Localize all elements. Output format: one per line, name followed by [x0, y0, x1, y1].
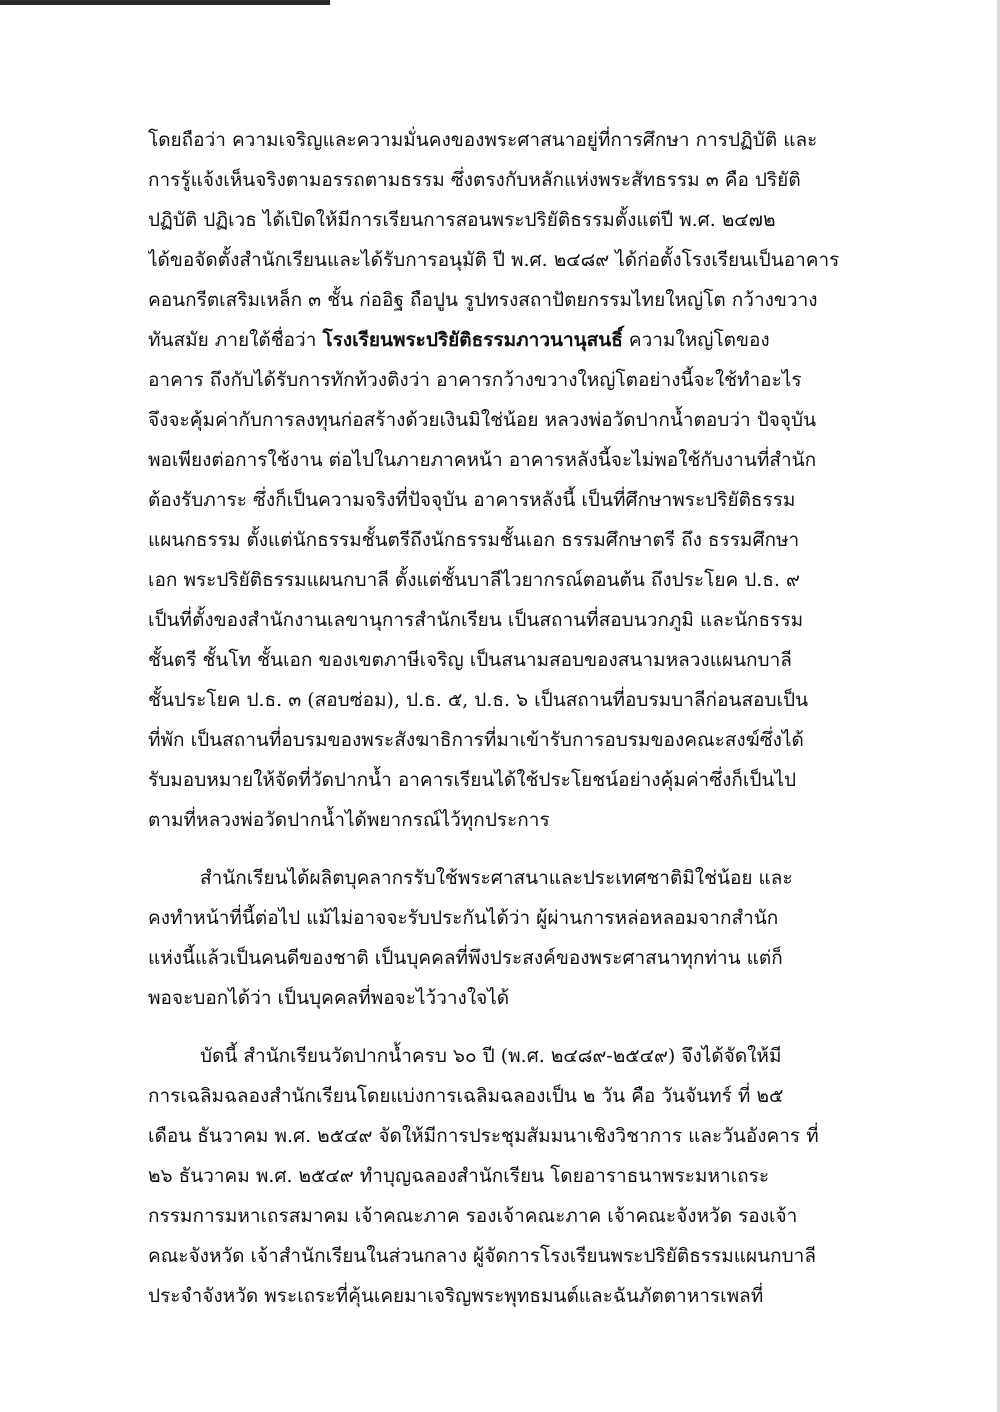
text-line: โดยถือว่า ความเจริญและความมั่นคงของพระศาสนาอยู่ที่การศึกษา การปฏิบัติ และ: [148, 129, 818, 151]
document-body: [148, 120, 848, 1316]
text-line: แห่งนี้แล้วเป็นคนดีของชาติ เป็นบุคคลที่พึงประสงค์ของพระศาสนาทุกท่าน แต่ก็: [148, 947, 783, 969]
paragraph-3: [148, 1036, 848, 1316]
paragraph-spacer: [148, 1018, 848, 1036]
text-line: แผนกธรรม ตั้งแต่นักธรรมชั้นตรีถึงนักธรรมชั้นเอก ธรรมศึกษาตรี ถึง ธรรมศึกษา: [148, 529, 800, 551]
paragraph-1: [148, 120, 848, 840]
text-run: ทันสมัย ภายใต้ชื่อว่า: [148, 329, 323, 351]
text-line: คงทำหน้าที่นี้ต่อไป แม้ไม่อาจจะรับประกันได้ว่า ผู้ผ่านการหล่อหลอมจากสำนัก: [148, 907, 779, 929]
text-line: ๒๖ ธันวาคม พ.ศ. ๒๕๔๙ ทำบุญฉลองสำนักเรียน โดยอาราธนาพระมหาเถระ: [148, 1165, 770, 1187]
school-name: โรงเรียนพระปริยัติธรรมภาวนานุสนธิ์: [322, 329, 623, 351]
text-line: ชั้นประโยค ป.ธ. ๓ (สอบซ่อม), ป.ธ. ๕, ป.ธ. ๖ เป็นสถานที่อบรมบาลีก่อนสอบเป็น: [148, 689, 809, 711]
paragraph-2: [148, 858, 848, 1018]
text-line: กรรมการมหาเถรสมาคม เจ้าคณะภาค รองเจ้าคณะภาค เจ้าคณะจังหวัด รองเจ้า: [148, 1205, 798, 1227]
text-line: พอจะบอกได้ว่า เป็นบุคคลที่พอจะไว้วางใจได้: [148, 987, 510, 1009]
text-run: ความใหญ่โตของ: [622, 329, 770, 351]
scan-edge-mark: [0, 0, 330, 5]
paragraph-spacer: [148, 840, 848, 858]
text-line: การเฉลิมฉลองสำนักเรียนโดยแบ่งการเฉลิมฉลองเป็น ๒ วัน คือ วันจันทร์ ที่ ๒๕: [148, 1085, 784, 1107]
text-line: รับมอบหมายให้จัดที่วัดปากน้ำ อาคารเรียนได้ใช้ประโยชน์อย่างคุ้มค่าซึ่งก็เป็นไป: [148, 769, 797, 791]
text-line: ที่พัก เป็นสถานที่อบรมของพระสังฆาธิการที่มาเข้ารับการอบรมของคณะสงฆ์ซึ่งได้: [148, 729, 804, 751]
text-line: ปฏิบัติ ปฏิเวธ ได้เปิดให้มีการเรียนการสอนพระปริยัติธรรมตั้งแต่ปี พ.ศ. ๒๔๗๒: [148, 209, 776, 231]
text-line: ประจำจังหวัด พระเถระที่คุ้นเคยมาเจริญพระพุทธมนต์และฉันภัตตาหารเพลที่: [148, 1285, 764, 1307]
text-line: อาคาร ถึงกับได้รับการทักท้วงติงว่า อาคารกว้างขวางใหญ่โตอย่างนี้จะใช้ทำอะไร: [148, 369, 802, 391]
text-line: สำนักเรียนได้ผลิตบุคลากรรับใช้พระศาสนาและประเทศชาติมิใช่น้อย และ: [200, 867, 793, 889]
text-line: คอนกรีตเสริมเหล็ก ๓ ชั้น ก่ออิฐ ถือปูน รูปทรงสถาปัตยกรรมไทยใหญ่โต กว้างขวาง: [148, 289, 818, 311]
text-line: ได้ขอจัดตั้งสำนักเรียนและได้รับการอนุมัติ ปี พ.ศ. ๒๔๘๙ ได้ก่อตั้งโรงเรียนเป็นอาคาร: [148, 249, 840, 271]
text-line: จึงจะคุ้มค่ากับการลงทุนก่อสร้างด้วยเงินมิใช่น้อย หลวงพ่อวัดปากน้ำตอบว่า ปัจจุบัน: [148, 409, 817, 431]
text-line: ต้องรับภาระ ซึ่งก็เป็นความจริงที่ปัจจุบัน อาคารหลังนี้ เป็นที่ศึกษาพระปริยัติธรรม: [148, 489, 796, 511]
text-line: เป็นที่ตั้งของสำนักงานเลขานุการสำนักเรียน เป็นสถานที่สอบนวกภูมิ และนักธรรม: [148, 609, 804, 631]
text-line: บัดนี้ สำนักเรียนวัดปากน้ำครบ ๖๐ ปี (พ.ศ. ๒๔๘๙-๒๕๔๙) จึงได้จัดให้มี: [200, 1045, 782, 1067]
text-line: เดือน ธันวาคม พ.ศ. ๒๕๔๙ จัดให้มีการประชุมสัมมนาเชิงวิชาการ และวันอังคาร ที่: [148, 1125, 819, 1147]
text-line: การรู้แจ้งเห็นจริงตามอรรถตามธรรม ซึ่งตรงกับหลักแห่งพระสัทธรรม ๓ คือ ปริยัติ: [148, 169, 801, 191]
text-line: ชั้นตรี ชั้นโท ชั้นเอก ของเขตภาษีเจริญ เป็นสนามสอบของสนามหลวงแผนกบาลี: [148, 649, 792, 671]
text-line: พอเพียงต่อการใช้งาน ต่อไปในภายภาคหน้า อาคารหลังนี้จะไม่พอใช้กับงานที่สำนัก: [148, 449, 817, 471]
text-line: เอก พระปริยัติธรรมแผนกบาลี ตั้งแต่ชั้นบาลีไวยากรณ์ตอนต้น ถึงประโยค ป.ธ. ๙: [148, 569, 800, 591]
text-line: [148, 320, 848, 360]
text-line: คณะจังหวัด เจ้าสำนักเรียนในส่วนกลาง ผู้จัดการโรงเรียนพระปริยัติธรรมแผนกบาลี: [148, 1245, 816, 1267]
text-line: ตามที่หลวงพ่อวัดปากน้ำได้พยากรณ์ไว้ทุกประการ: [148, 809, 550, 831]
